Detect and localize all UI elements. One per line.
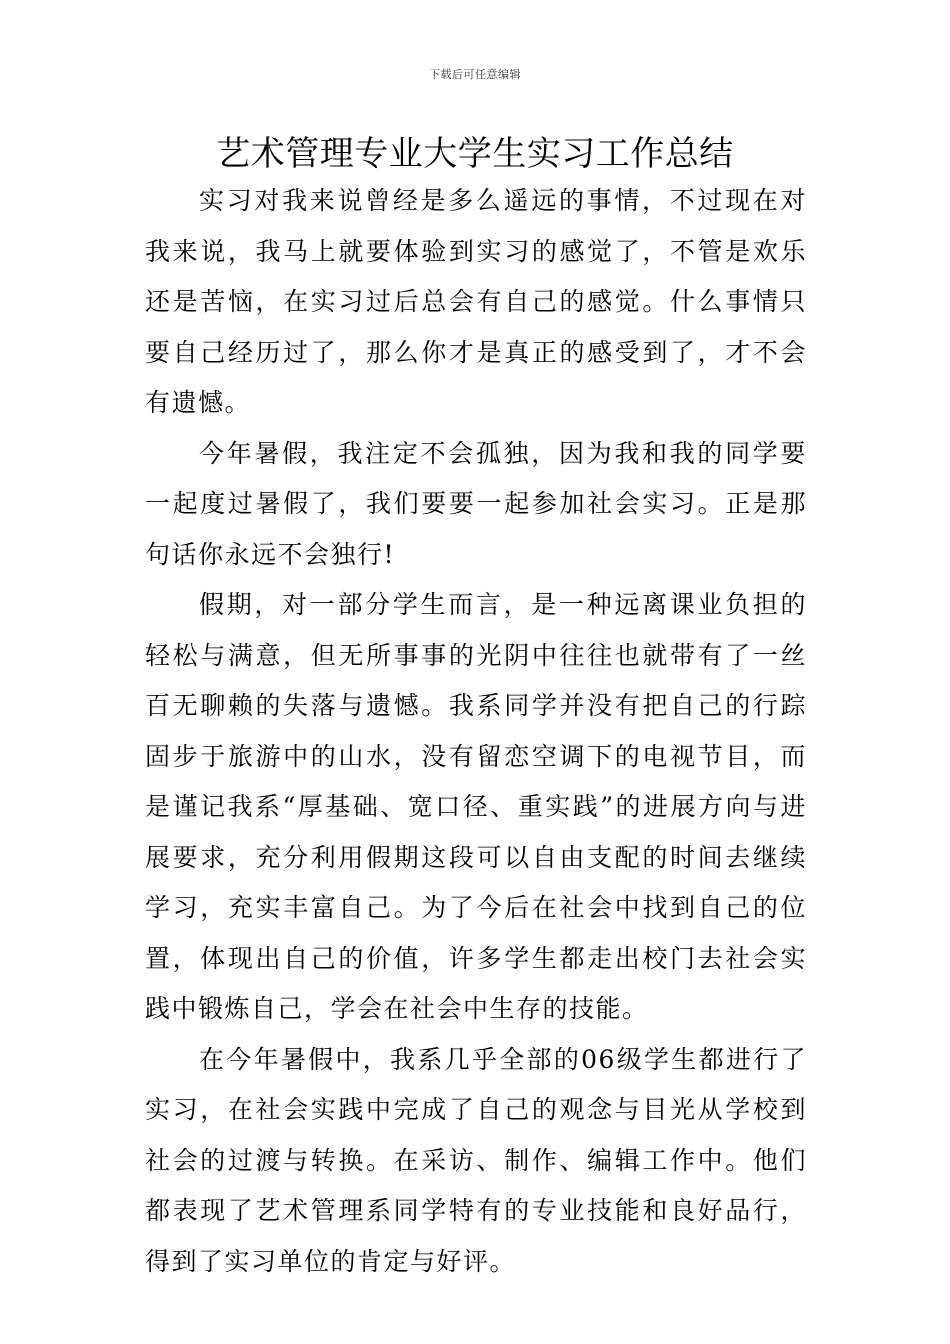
paragraph-4: 在今年暑假中，我系几乎全部的06级学生都进行了实习，在社会实践中完成了自己的观念与目光从学校到社会的过渡与转换。在采访、制作、编辑工作中。他们都表现了艺术管理系同学特有的专业技能和良好品行，得到了实习单位的肯定与好评。 xyxy=(145,1044,807,1276)
paragraph-1: 实习对我来说曾经是多么遥远的事情，不过现在对我来说，我马上就要体验到实习的感觉了，不管是欢乐还是苦恼，在实习过后总会有自己的感觉。什么事情只要自己经历过了，那么你才是真正的感受到了，才不会有遗憾。 xyxy=(145,186,807,417)
paragraph-3: 假期，对一部分学生而言，是一种远离课业负担的轻松与满意，但无所事事的光阴中往往也就带有了一丝百无聊赖的失落与遗憾。我系同学并没有把自己的行踪固步于旅游中的山水，没有留恋空调下的电视节目，而是谨记我系“厚基础、宽口径、重实践”的进展方向与进展要求，充分利用假期这段可以自由支配的时间去继续学习，充实丰富自己。为了今后在社会中找到自己的位置，体现出自己的价值，许多学生都走出校门去社会实践中锻炼自己，学会在社会中生存的技能。 xyxy=(145,590,807,1023)
document-body xyxy=(145,176,807,1287)
document-title: 艺术管理专业大学生实习工作总结 xyxy=(216,134,734,174)
paragraph-2: 今年暑假，我注定不会孤独，因为我和我的同学要一起度过暑假了，我们要要一起参加社会实习。正是那句话你永远不会独行! xyxy=(145,438,807,569)
header-note: 下载后可任意编辑 xyxy=(429,68,521,81)
